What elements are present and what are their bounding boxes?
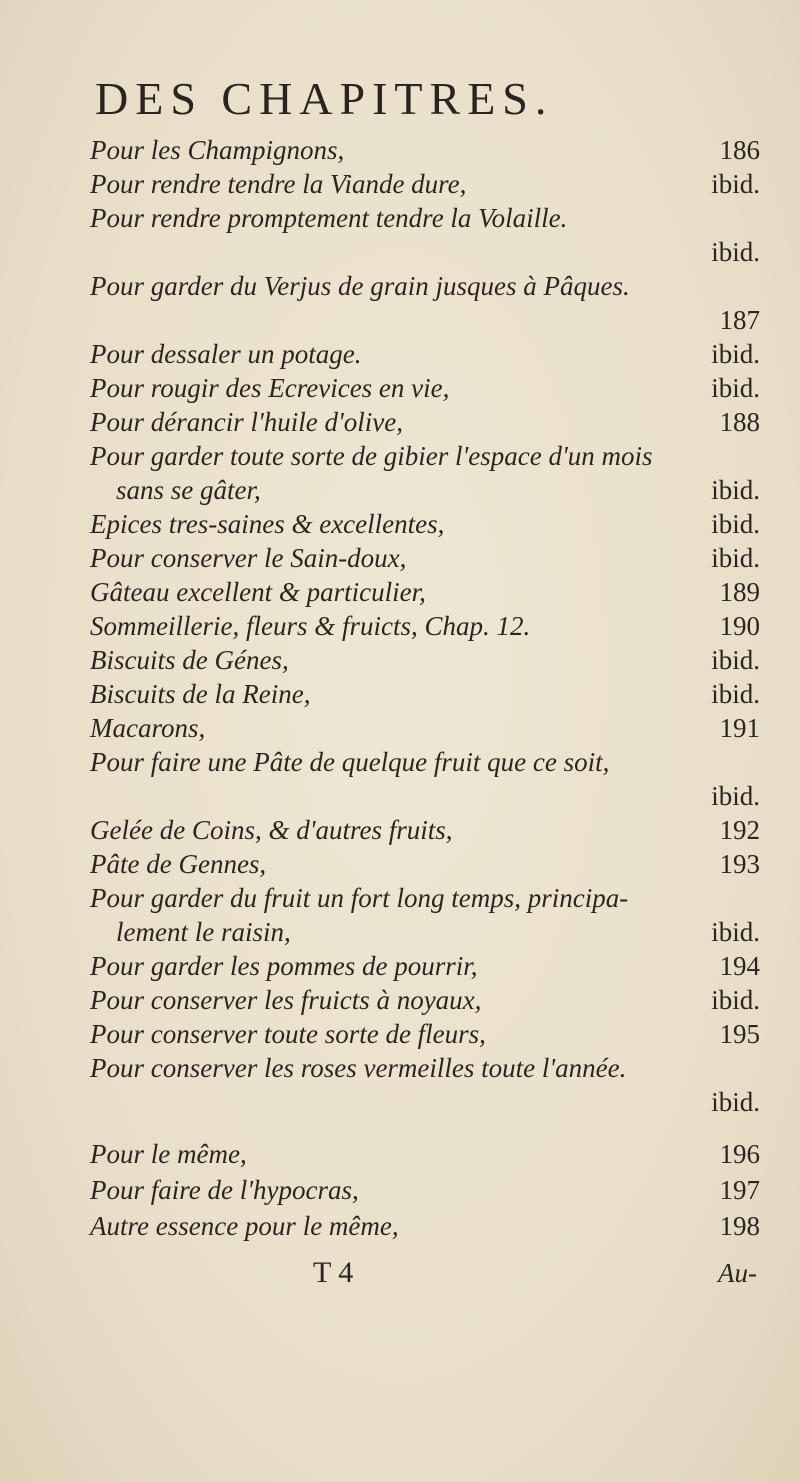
entry-page: ibid. (711, 373, 760, 403)
toc-entry (90, 1208, 760, 1244)
toc-entry (90, 744, 760, 780)
entry-title: Autre essence pour le même, (90, 1211, 399, 1241)
entry-title: Pour dessaler un potage. (90, 339, 362, 369)
entry-title: Pour le même, (90, 1139, 247, 1169)
entry-page: ibid. (711, 475, 760, 505)
entry-page: 194 (719, 951, 760, 981)
entry-title: Gelée de Coins, & d'autres fruits, (90, 815, 453, 845)
entry-title: Pour conserver toute sorte de fleurs, (90, 1019, 486, 1049)
entry-title: Pour dérancir l'huile d'olive, (90, 407, 403, 437)
entry-page: 190 (719, 611, 760, 641)
toc-entry (90, 1136, 760, 1172)
page-heading: DES CHAPITRES. (95, 73, 554, 124)
toc-entry (90, 132, 760, 168)
entry-title: Pour rougir des Ecrevices en vie, (90, 373, 450, 403)
entry-title: lement le raisin, (116, 917, 291, 947)
entry-page: ibid. (711, 645, 760, 675)
toc-entry (90, 948, 760, 984)
toc-entry (90, 302, 760, 338)
entry-title: Sommeillerie, fleurs & fruicts, Chap. 12. (90, 611, 531, 641)
entry-title: Pour faire de l'hypocras, (90, 1175, 359, 1205)
entry-title: Pour garder du fruit un fort long temps, principa- (90, 883, 629, 913)
toc-entry (90, 880, 760, 916)
entry-page: ibid. (711, 917, 760, 947)
entry-title: Pâte de Gennes, (90, 849, 267, 879)
entry-page: 198 (719, 1211, 760, 1241)
entry-title: Epices tres-saines & excellentes, (90, 509, 445, 539)
toc-entry (90, 438, 760, 474)
entry-page: 192 (719, 815, 760, 845)
entry-title: Gâteau excellent & particulier, (90, 577, 426, 607)
toc-entry (90, 846, 760, 882)
toc-entry (90, 370, 760, 406)
entry-page: 188 (719, 407, 760, 437)
toc-entry (90, 710, 760, 746)
toc-entry (90, 1016, 760, 1052)
entry-page: 189 (719, 577, 760, 607)
entry-page: 186 (719, 135, 760, 165)
toc-entry (90, 574, 760, 610)
toc-entry (90, 506, 760, 542)
entry-title: Pour conserver le Sain-doux, (90, 543, 407, 573)
entry-page: 187 (719, 305, 760, 335)
entry-title: Biscuits de Génes, (90, 645, 289, 675)
toc-entry (90, 200, 760, 236)
entry-title: Pour conserver les roses vermeilles toute l'année. (90, 1053, 627, 1083)
toc-entry (90, 268, 760, 304)
entry-title: Pour garder toute sorte de gibier l'espace d'un mois (90, 441, 653, 471)
signature-mark: T 4 (313, 1256, 354, 1289)
entry-title: Biscuits de la Reine, (90, 679, 311, 709)
entry-title: Pour rendre tendre la Viande dure, (90, 169, 467, 199)
entry-page: ibid. (711, 543, 760, 573)
catchword: Au- (718, 1258, 757, 1288)
toc-entry (90, 336, 760, 372)
entry-page: ibid. (711, 679, 760, 709)
entry-page: ibid. (711, 237, 760, 267)
toc-entry (90, 914, 760, 950)
toc-entry (90, 812, 760, 848)
toc-entry (90, 1172, 760, 1208)
entry-page: ibid. (711, 509, 760, 539)
entry-page: ibid. (711, 169, 760, 199)
entry-title: Pour les Champignons, (90, 135, 345, 165)
entry-page: 191 (719, 713, 760, 743)
entry-page: 196 (719, 1139, 760, 1169)
entry-page: 195 (719, 1019, 760, 1049)
entry-title: Pour conserver les fruicts à noyaux, (90, 985, 482, 1015)
entry-page: ibid. (711, 1087, 760, 1117)
toc-entry (90, 608, 760, 644)
toc-entry (90, 404, 760, 440)
toc-entry (90, 1084, 760, 1120)
toc-entry (90, 540, 760, 576)
toc-entry (90, 1050, 760, 1086)
entry-title: Pour faire une Pâte de quelque fruit que ce soit, (90, 747, 610, 777)
toc-entry (90, 778, 760, 814)
toc-entry (90, 642, 760, 678)
entry-title: Pour garder du Verjus de grain jusques à Pâques. (90, 271, 630, 301)
entry-title: Pour garder les pommes de pourrir, (90, 951, 478, 981)
entry-page: 193 (719, 849, 760, 879)
toc-entry (90, 982, 760, 1018)
entry-page: ibid. (711, 985, 760, 1015)
toc-entry (90, 166, 760, 202)
toc-entry (90, 676, 760, 712)
entry-title: sans se gâter, (116, 475, 261, 505)
toc-entry (90, 234, 760, 270)
entry-page: ibid. (711, 781, 760, 811)
entry-title: Pour rendre promptement tendre la Volaille. (90, 203, 568, 233)
entry-page: 197 (719, 1175, 760, 1205)
entry-title: Macarons, (90, 713, 206, 743)
entry-page: ibid. (711, 339, 760, 369)
toc-entry (90, 472, 760, 508)
